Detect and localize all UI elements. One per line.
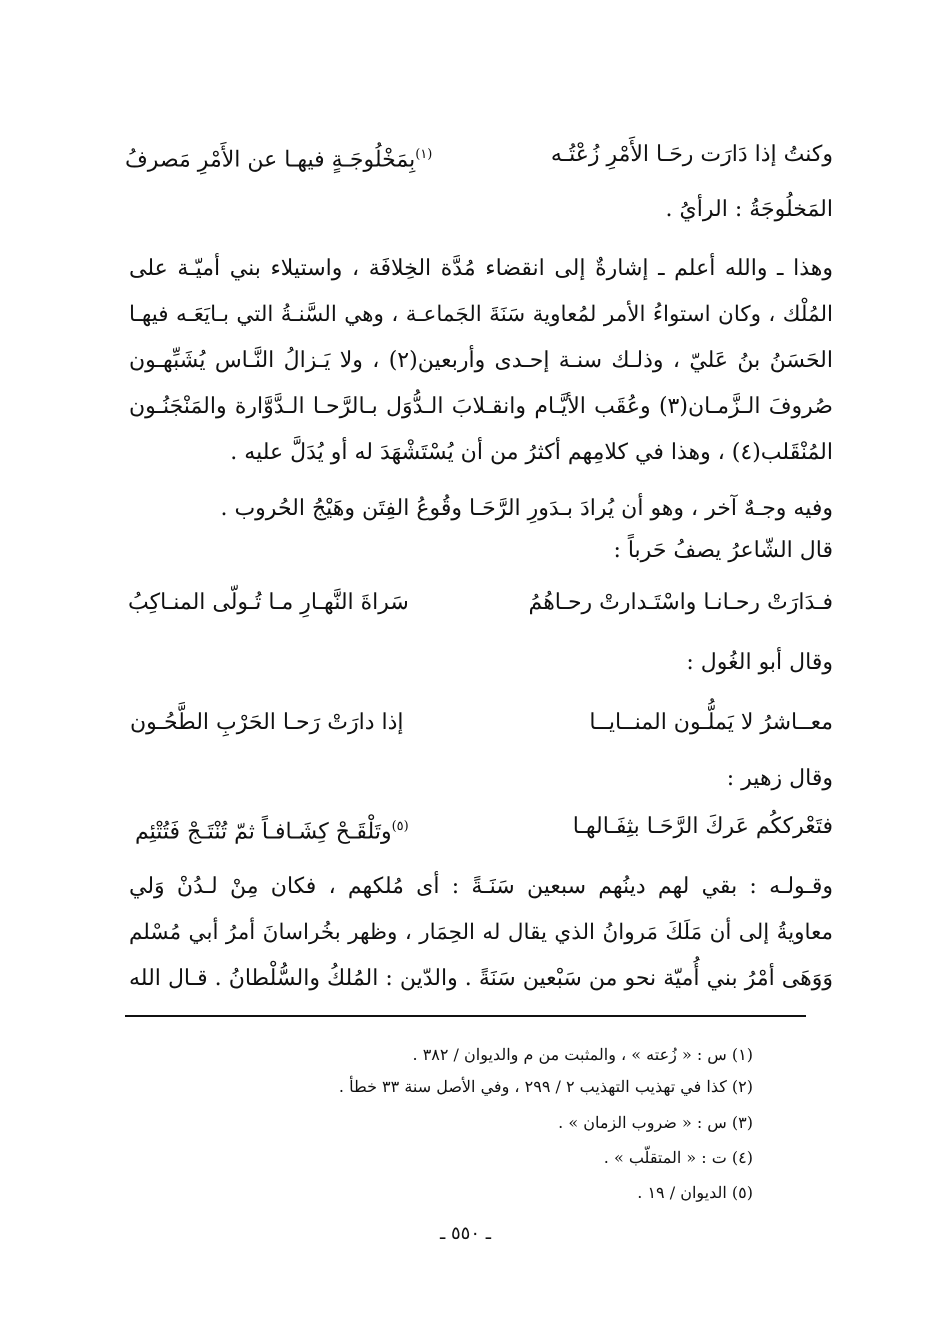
verse-3-second-hemistich: إذا دارَتْ رَحـا الحَرْبِ الطَّحُـون (130, 710, 404, 735)
footnote-3: (٣) س : « ضروب الزمان » . (558, 1113, 753, 1132)
paragraph-1-line-5: المُنْقَلب(٤) ، وهذا في كلامِهم أكثرُ من أن يُسْتَشْهَدَ له أو يُدَلَّ عليه . (230, 440, 833, 465)
footnote-2: (٢) كذا في تهذيب التهذيب ٢ / ٢٩٩ ، وفي الأصل سنة ٣٣ خطأ . (338, 1077, 753, 1096)
footnote-4: (٤) ت : « المتقلّب » . (603, 1148, 753, 1167)
page-number: ـ ٥٥٠ ـ (439, 1223, 491, 1244)
gloss-line: المَخلُوجَةُ : الرأيُ . (665, 197, 833, 222)
verse-2-first-hemistich: فـدَارَتْ رحـانـا واسْتَـدارتْ رحـاهُمُ (528, 590, 833, 615)
verse-4-footnote-ref: (٥) (391, 819, 409, 834)
verse-2-second-hemistich: سَراةَ النَّهـارِ مـا تُـولّى المنـاكِبُ (128, 590, 409, 615)
verse-3-intro: وقال أبو الغُول : (686, 650, 833, 675)
verse-4-intro: وقال زهير : (726, 766, 833, 791)
paragraph-3-line-2: معاويةُ إلى أن مَلَكَ مَروانُ الذي يقال له الحِمَار ، وظهر بخُراسانَ أمرُ أبي مُسْلم (129, 920, 833, 945)
paragraph-3-line-1: وقـولـه : بقي لهم دينُهم سبعين سَنَـةً : أى مُلكهم ، فكان مِنْ لـدُنْ وَلي (129, 874, 833, 899)
footnote-5: (٥) الديوان / ١٩ . (637, 1183, 753, 1202)
verse-3-first-hemistich: معــاشرُ لا يَملُّـون المنــايــا (589, 710, 833, 735)
verse-1-first-hemistich: وكنتُ إذا دَارَت رحَـا الأَمْرِ زُعْتُـه (550, 142, 833, 167)
footnote-separator (125, 1015, 806, 1017)
verse-1-second-hemistich (125, 140, 432, 175)
verse-4-second-text: وتَلْقَـحْ كِشَـافـاً ثمّ تُنْتَـجْ فَتُتْئِم (135, 819, 392, 845)
verse-1-footnote-ref: (١) (415, 147, 433, 162)
paragraph-1-line-3: الحَسَنُ بنُ عَليّ ، وذلـك سنـة إحـدى وأربعين(٢) ، ولا يَـزالُ النَّـاس يُشَبِّهـون (129, 348, 833, 373)
verse-2-intro: قال الشّاعرُ يصفُ حَرباً : (613, 538, 833, 563)
verse-1-second-text: بِمَخْلُوجَـةٍ فيهـا عن الأَمْرِ مَصرفُ (125, 147, 416, 173)
paragraph-1-line-1: وهذا ـ والله أعلم ـ إشارةٌ إلى انقضاء مُدَّة الخِلافَة ، واستيلاء بني أميّـة على (129, 256, 833, 281)
footnote-1: (١) س : « زُعته » ، والمثبت من م والديوان / ٣٨٢ . (412, 1045, 753, 1064)
verse-4-first-hemistich: فتَعْرككُم عَركَ الرَّحَـا بثِفَـالهـا (572, 814, 833, 839)
paragraph-1-line-2: المُلْك ، وكان استواءُ الأمر لمُعاوية سَنَةَ الجَماعـة ، وهي السَّنـةُ التي بـايَعَـه فيهـا (129, 302, 833, 327)
paragraph-3-line-3: وَوَهَى أمْرُ بني أُميّة نحو من سَبْعين سَنَةً . والدّين : المُلكُ والسُّلْطانُ . قـال الله (129, 966, 833, 991)
verse-4-second-hemistich (135, 812, 409, 847)
paragraph-2: وفيه وجـهٌ آخر ، وهو أن يُرادَ بـدَورِ الرَّحَـا وقُوعُ الفِتَن وهَيْجُ الحُروب . (220, 496, 833, 521)
paragraph-1-line-4: صُروفَ الـزَّمـان(٣) وعُقَب الأيَّـام وانقـلابَ الـدُّوَل بـالرَّحـا الـدَّوَّارة والمَنْجَنُـون (129, 394, 833, 419)
